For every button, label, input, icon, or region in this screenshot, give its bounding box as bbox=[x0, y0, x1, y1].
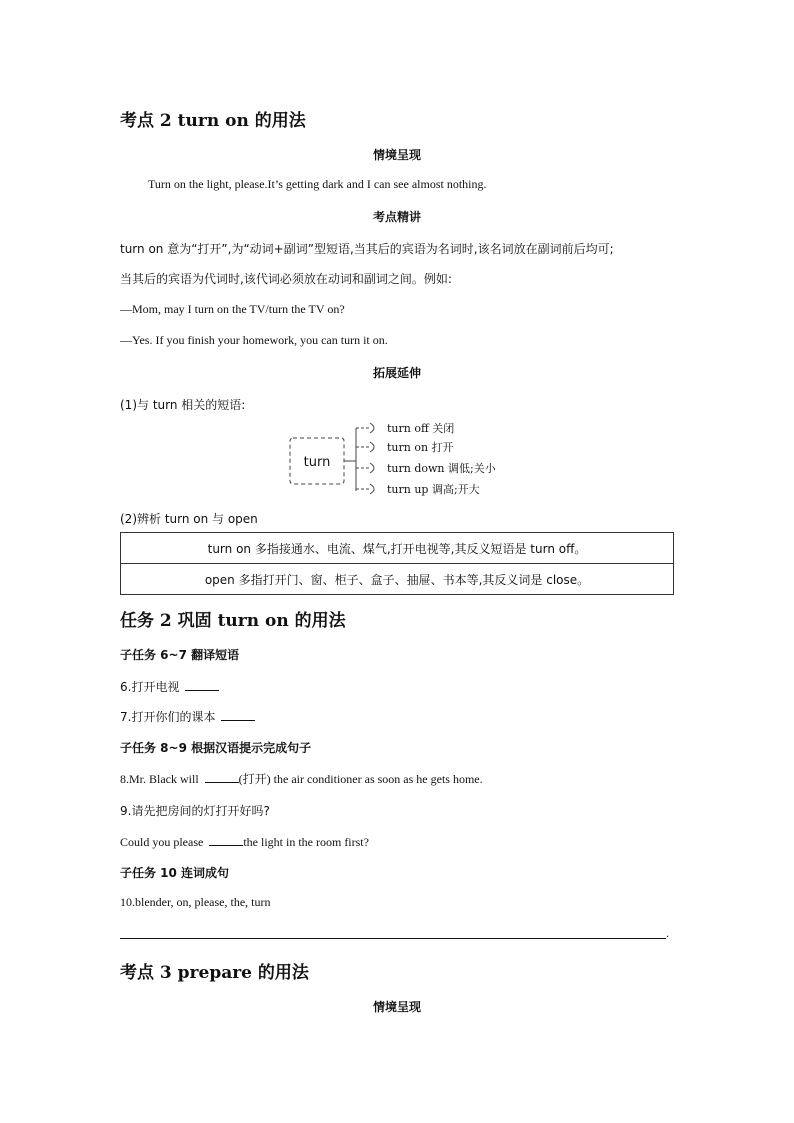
scene-text: Turn on the light, please.It’s getting dark and I can see almost nothing. bbox=[148, 177, 487, 191]
question-text: 8.Mr. Black will bbox=[120, 772, 199, 786]
answer-blank[interactable] bbox=[209, 833, 243, 846]
subtask-heading: 子任务 6~7 翻译短语 bbox=[120, 648, 240, 662]
example-2: —Yes. If you finish your homework, you can turn it on. bbox=[120, 333, 388, 347]
question-7 bbox=[120, 708, 255, 725]
branch-1 bbox=[356, 421, 454, 435]
question-text: the light in the room first? bbox=[243, 835, 369, 849]
question-9-cn: 9.请先把房间的灯打开好吗? bbox=[120, 804, 270, 818]
table-row bbox=[121, 533, 674, 564]
task-title: 任务 2 巩固 turn on 的用法 bbox=[120, 611, 346, 631]
explain-line-1: turn on 意为“打开”,为“动词+副词”型短语,当其后的宾语为名词时,该名词放在副词前后均可; bbox=[120, 242, 614, 256]
question-text: Could you please bbox=[120, 835, 204, 849]
answer-blank[interactable] bbox=[205, 770, 239, 783]
diagram-item: turn on 打开 bbox=[387, 441, 454, 454]
compare-cell: open 多指打开门、窗、柜子、盒子、抽屉、书本等,其反义词是 close。 bbox=[121, 564, 674, 595]
answer-line[interactable] bbox=[120, 938, 666, 939]
turn-phrases-diagram bbox=[286, 416, 526, 500]
question-10: 10.blender, on, please, the, turn bbox=[120, 895, 271, 909]
compare-cell: turn on 多指接通水、电流、煤气,打开电视等,其反义短语是 turn off。 bbox=[121, 533, 674, 564]
explain-heading: 考点精讲 bbox=[372, 210, 421, 224]
answer-blank[interactable] bbox=[185, 678, 219, 691]
question-text: 7.打开你们的课本 bbox=[120, 710, 216, 724]
example-1: —Mom, may I turn on the TV/turn the TV on? bbox=[120, 302, 345, 316]
section-title: 考点 3 prepare 的用法 bbox=[120, 963, 309, 983]
question-text: (打开) the air conditioner as soon as he gets home. bbox=[238, 772, 483, 786]
answer-line-end: . bbox=[666, 926, 669, 940]
subtask-heading: 子任务 10 连词成句 bbox=[120, 866, 230, 880]
question-8 bbox=[120, 770, 483, 787]
branch-3 bbox=[356, 461, 497, 475]
question-6 bbox=[120, 678, 219, 695]
section-title: 考点 2 turn on 的用法 bbox=[120, 111, 306, 131]
diagram-item: turn up 调高;开大 bbox=[387, 483, 480, 496]
diagram-root: turn bbox=[303, 455, 331, 470]
extend-heading: 拓展延伸 bbox=[372, 366, 421, 380]
question-text: 6.打开电视 bbox=[120, 680, 180, 694]
scene-heading: 情境呈现 bbox=[372, 148, 421, 162]
diagram-item: turn off 关闭 bbox=[387, 422, 455, 435]
compare-table bbox=[120, 532, 674, 595]
answer-blank[interactable] bbox=[221, 708, 255, 721]
branch-4 bbox=[356, 482, 480, 496]
branch-2 bbox=[356, 440, 454, 454]
compare-intro: (2)辨析 turn on 与 open bbox=[120, 512, 258, 526]
scene-heading: 情境呈现 bbox=[372, 1000, 421, 1014]
diagram-item: turn down 调低;关小 bbox=[387, 462, 496, 475]
table-row bbox=[121, 564, 674, 595]
subtask-heading: 子任务 8~9 根据汉语提示完成句子 bbox=[120, 741, 312, 755]
phrases-intro: (1)与 turn 相关的短语: bbox=[120, 398, 246, 412]
explain-line-2: 当其后的宾语为代词时,该代词必须放在动词和副词之间。例如: bbox=[120, 272, 452, 286]
question-9 bbox=[120, 833, 369, 850]
